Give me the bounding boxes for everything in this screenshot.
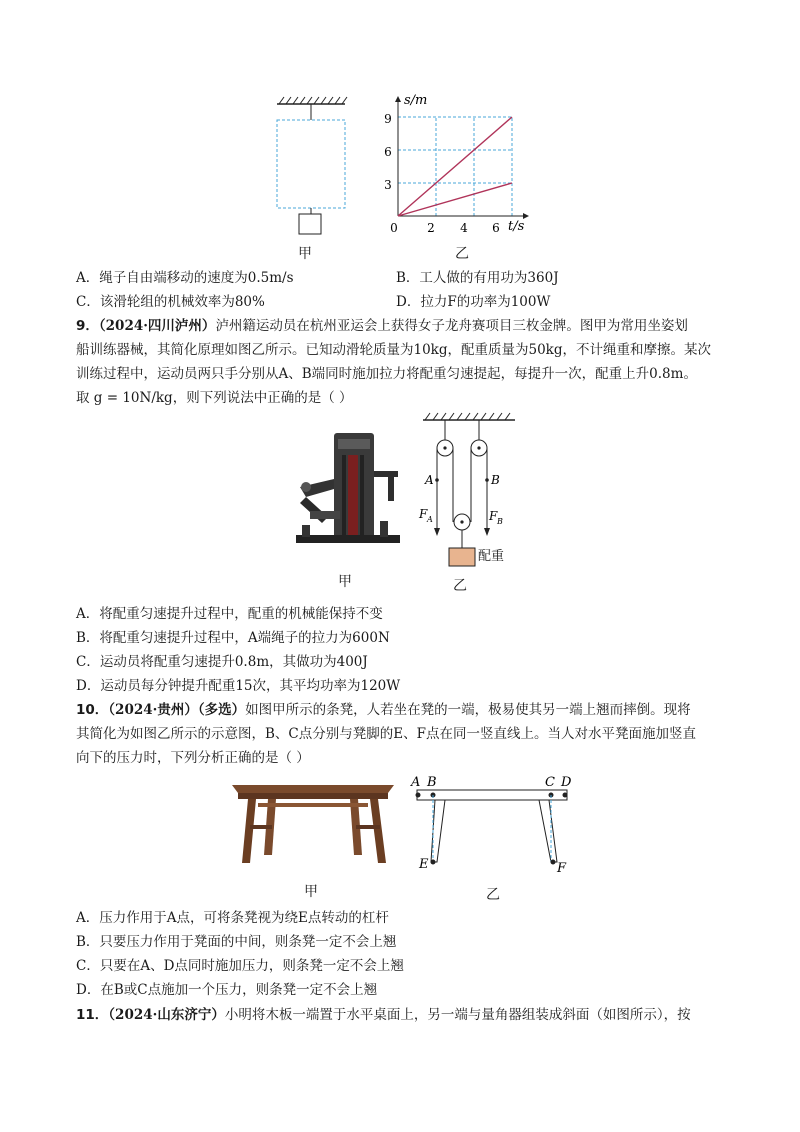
q10-option-b: B．只要压力作用于凳面的中间，则条凳一定不会上翘 — [76, 934, 397, 950]
fig-q9-right-caption: 乙 — [453, 578, 467, 594]
q8-option-a: A．绳子自由端移动的速度为0.5m/s — [76, 270, 294, 286]
series-line-2 — [398, 183, 512, 216]
bench-photo — [228, 775, 398, 870]
st-graph — [380, 92, 530, 242]
q9-line-3: 训练过程中，运动员两只手分别从A、B端同时施加拉力将配重匀速提起，每提升一次，配重上升0.8m。 — [76, 366, 697, 382]
q9-option-c: C．运动员将配重匀速提升0.8m，其做功为400J — [76, 654, 368, 670]
rowing-machine-photo — [292, 425, 407, 555]
fig-q10-right-caption: 乙 — [486, 887, 500, 903]
q10-line-1: 10．（2024·贵州）（多选）如图甲所示的条凳，人若坐在凳的一端，极易使其另一端上翘而摔倒。现将 — [76, 702, 691, 718]
y-axis-label: s/m — [404, 93, 428, 108]
q9-option-a: A．将配重匀速提升过程中，配重的机械能保持不变 — [76, 606, 383, 622]
fig-q10-left-caption: 甲 — [304, 884, 318, 900]
y-tick-6: 6 — [384, 145, 392, 159]
origin-tick: 0 — [390, 221, 398, 235]
q10-option-c: C．只要在A、D点同时施加压力，则条凳一定不会上翘 — [76, 958, 404, 974]
q9-line-4: 取 g = 10N/kg，则下列说法中正确的是（ ） — [76, 390, 353, 406]
y-tick-3: 3 — [384, 178, 392, 192]
svg-text:A: A — [427, 515, 433, 524]
x-tick-6: 6 — [492, 221, 500, 235]
x-axis-label: t/s — [508, 219, 525, 234]
q10-line-2: 其简化为如图乙所示的示意图，B、C点分别与凳脚的E、F点在同一竖直线上。当人对水平凳面施加竖直 — [76, 726, 696, 742]
q11-line-1: 11．（2024·山东济宁）小明将木板一端置于水平桌面上，另一端与量角器组装成斜面（如图所示），按 — [76, 1007, 691, 1023]
pulley-diagram — [415, 410, 525, 570]
q10-line-3: 向下的压力时，下列分析正确的是（ ） — [76, 750, 310, 766]
graph-series — [398, 117, 512, 216]
q10-option-a: A．压力作用于A点，可将条凳视为绕E点转动的杠杆 — [76, 910, 389, 926]
svg-text:A: A — [425, 473, 434, 487]
svg-text:C: C — [545, 775, 555, 790]
fig-top-right-caption: 乙 — [455, 246, 469, 262]
q9-line-2: 船训练器械，其简化原理如图乙所示。已知动滑轮质量为10kg，配重质量为50kg，不计绳重和摩擦。某次 — [76, 342, 711, 358]
figure-pulley-box — [265, 92, 360, 242]
y-tick-9: 9 — [384, 112, 392, 126]
fig-q9-left-caption: 甲 — [338, 574, 352, 590]
q8-option-b: B．工人做的有用功为360J — [396, 270, 559, 286]
svg-text:F: F — [419, 507, 428, 521]
bench-schematic — [405, 770, 585, 880]
svg-text:B: B — [497, 517, 503, 526]
q8-option-d: D．拉力F的功率为100W — [396, 294, 551, 310]
svg-text:E: E — [419, 857, 429, 872]
svg-text:A: A — [411, 775, 421, 790]
svg-text:B: B — [491, 473, 500, 487]
q9-line-1: 9．（2024·四川泸州）泸州籍运动员在杭州亚运会上获得女子龙舟赛项目三枚金牌。图甲为常用坐姿划 — [76, 318, 688, 334]
svg-text:D: D — [561, 775, 572, 790]
svg-text:F: F — [557, 861, 567, 876]
q9-option-d: D．运动员每分钟提升配重15次，其平均功率为120W — [76, 678, 401, 694]
q8-option-c: C．该滑轮组的机械效率为80% — [76, 294, 265, 310]
q10-option-d: D．在B或C点施加一个压力，则条凳一定不会上翘 — [76, 982, 378, 998]
series-line-1 — [398, 117, 512, 216]
x-tick-4: 4 — [460, 221, 468, 235]
x-tick-2: 2 — [427, 221, 435, 235]
fig-top-left-caption: 甲 — [298, 246, 312, 262]
y-axis-arrow — [395, 96, 401, 102]
counterweight-label: 配重 — [478, 549, 505, 564]
svg-text:B: B — [427, 775, 437, 790]
svg-text:F: F — [489, 509, 498, 523]
q9-option-b: B．将配重匀速提升过程中，A端绳子的拉力为600N — [76, 630, 390, 646]
